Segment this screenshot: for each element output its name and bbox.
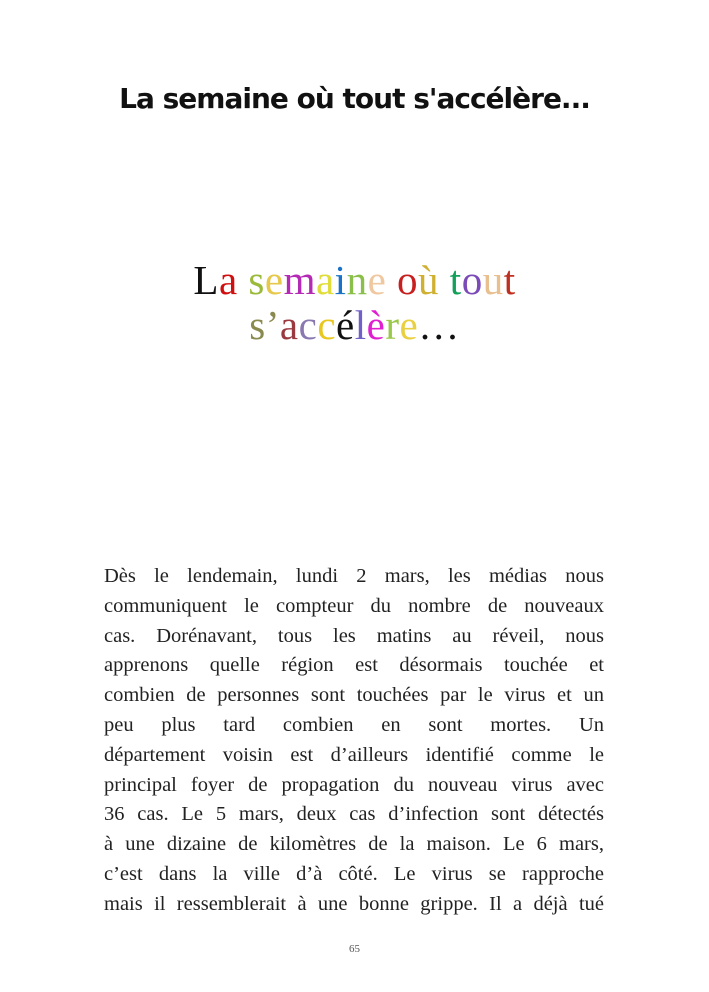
title-letter	[439, 258, 450, 303]
title-letter: o	[397, 257, 419, 303]
title-letter: a	[279, 302, 299, 348]
body-line: mais il ressemblerait à une bonne grippe. Il a déjà tué	[104, 892, 604, 915]
decorative-title-line-2	[0, 303, 709, 348]
title-letter: o	[461, 257, 483, 303]
title-letter: a	[315, 257, 335, 303]
body-line: à une dizaine de kilomètres de la maison. Le 6 mars,	[104, 833, 604, 856]
title-letter: r	[385, 302, 400, 348]
title-letter	[386, 258, 397, 303]
title-letter: t	[503, 257, 516, 303]
title-letter: l	[354, 302, 367, 348]
chapter-heading: La semaine où tout s'accélère...	[119, 82, 590, 115]
title-letter	[238, 258, 249, 303]
title-letter: i	[334, 257, 347, 303]
body-paragraph	[104, 562, 604, 920]
title-letter: c	[298, 302, 318, 348]
body-line: principal foyer de propagation du nouveau virus avec	[104, 773, 604, 796]
body-line: 36 cas. Le 5 mars, deux cas d’infection sont détectés	[104, 803, 604, 826]
decorative-chapter-title	[0, 258, 709, 348]
decorative-title-line-1	[0, 258, 709, 303]
title-letter: a	[218, 257, 238, 303]
title-letter: ’	[265, 302, 280, 348]
title-letter: è	[366, 302, 386, 348]
title-letter: e	[367, 257, 387, 303]
body-line: combien de personnes sont touchées par le virus et un	[104, 684, 604, 707]
title-letter: s	[249, 302, 266, 348]
body-line: département voisin est d’ailleurs identifié comme le	[104, 743, 604, 766]
body-line: communiquent le compteur du nombre de nouveaux	[104, 594, 604, 617]
body-line: cas. Dorénavant, tous les matins au réveil, nous	[104, 624, 604, 647]
title-letter: s	[248, 257, 265, 303]
title-letter: t	[449, 257, 462, 303]
title-letter: é	[336, 302, 355, 348]
title-letter: e	[264, 257, 284, 303]
title-letter: m	[283, 257, 316, 303]
body-line: Dès le lendemain, lundi 2 mars, les médias nous	[104, 565, 604, 587]
title-letter: L	[193, 257, 219, 303]
body-line: apprenons quelle région est désormais touchée et	[104, 654, 604, 677]
page-number: 65	[349, 943, 360, 955]
body-line: peu plus tard combien en sont mortes. Un	[104, 713, 604, 736]
title-letter: u	[482, 257, 504, 303]
body-line: c’est dans la ville d’à côté. Le virus se rapproche	[104, 862, 604, 885]
title-letter: …	[418, 302, 460, 348]
title-letter: c	[317, 302, 337, 348]
title-letter: e	[399, 302, 419, 348]
title-letter: n	[346, 257, 368, 303]
title-letter: ù	[418, 257, 440, 303]
